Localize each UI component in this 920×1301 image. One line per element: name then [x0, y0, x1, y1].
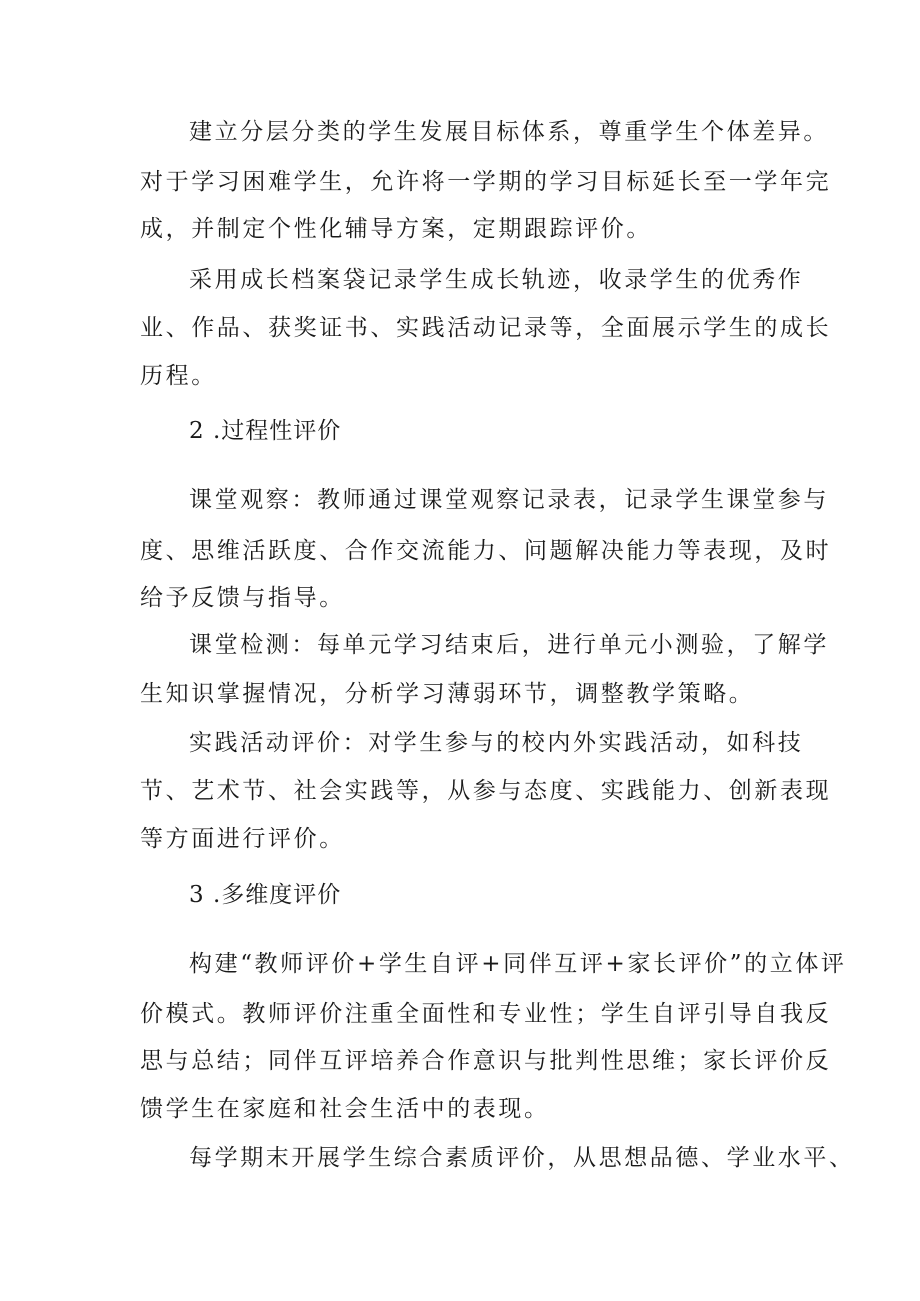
paragraph-line: 构建“教师评价+学生自评+同伴互评+家长评价”的立体评	[189, 951, 847, 977]
paragraph-line: 课堂观察：教师通过课堂观察记录表，记录学生课堂参与	[189, 487, 829, 513]
section-heading: 3 .多维度评价	[189, 882, 342, 908]
paragraph-line: 价模式。教师评价注重全面性和专业性；学生自评引导自我反	[140, 1001, 832, 1027]
paragraph-line: 历程。	[140, 363, 217, 389]
paragraph-line: 度、思维活跃度、合作交流能力、问题解决能力等表现，及时	[140, 538, 832, 564]
paragraph-line: 采用成长档案袋记录学生成长轨迹，收录学生的优秀作	[189, 267, 804, 293]
paragraph-line: 实践活动评价：对学生参与的校内外实践活动，如科技	[189, 730, 804, 756]
paragraph-line: 业、作品、获奖证书、实践活动记录等，全面展示学生的成长	[140, 315, 832, 341]
paragraph-line: 成，并制定个性化辅导方案，定期跟踪评价。	[140, 216, 652, 242]
paragraph-line: 课堂检测：每单元学习结束后，进行单元小测验，了解学	[189, 632, 829, 658]
section-heading: 2 .过程性评价	[189, 418, 342, 444]
paragraph-line: 生知识掌握情况，分析学习薄弱环节，调整教学策略。	[140, 681, 755, 707]
paragraph-line: 每学期末开展学生综合素质评价，从思想品德、学业水平、	[189, 1145, 855, 1171]
paragraph-line: 给予反馈与指导。	[140, 585, 345, 611]
paragraph-line: 节、艺术节、社会实践等，从参与态度、实践能力、创新表现	[140, 778, 832, 804]
paragraph-line: 等方面进行评价。	[140, 826, 345, 852]
paragraph-line: 对于学习困难学生，允许将一学期的学习目标延长至一学年完	[140, 169, 832, 195]
paragraph-line: 思与总结；同伴互评培养合作意识与批判性思维；家长评价反	[140, 1048, 832, 1074]
paragraph-line: 建立分层分类的学生发展目标体系，尊重学生个体差异。	[189, 119, 829, 145]
paragraph-line: 馈学生在家庭和社会生活中的表现。	[140, 1096, 550, 1122]
